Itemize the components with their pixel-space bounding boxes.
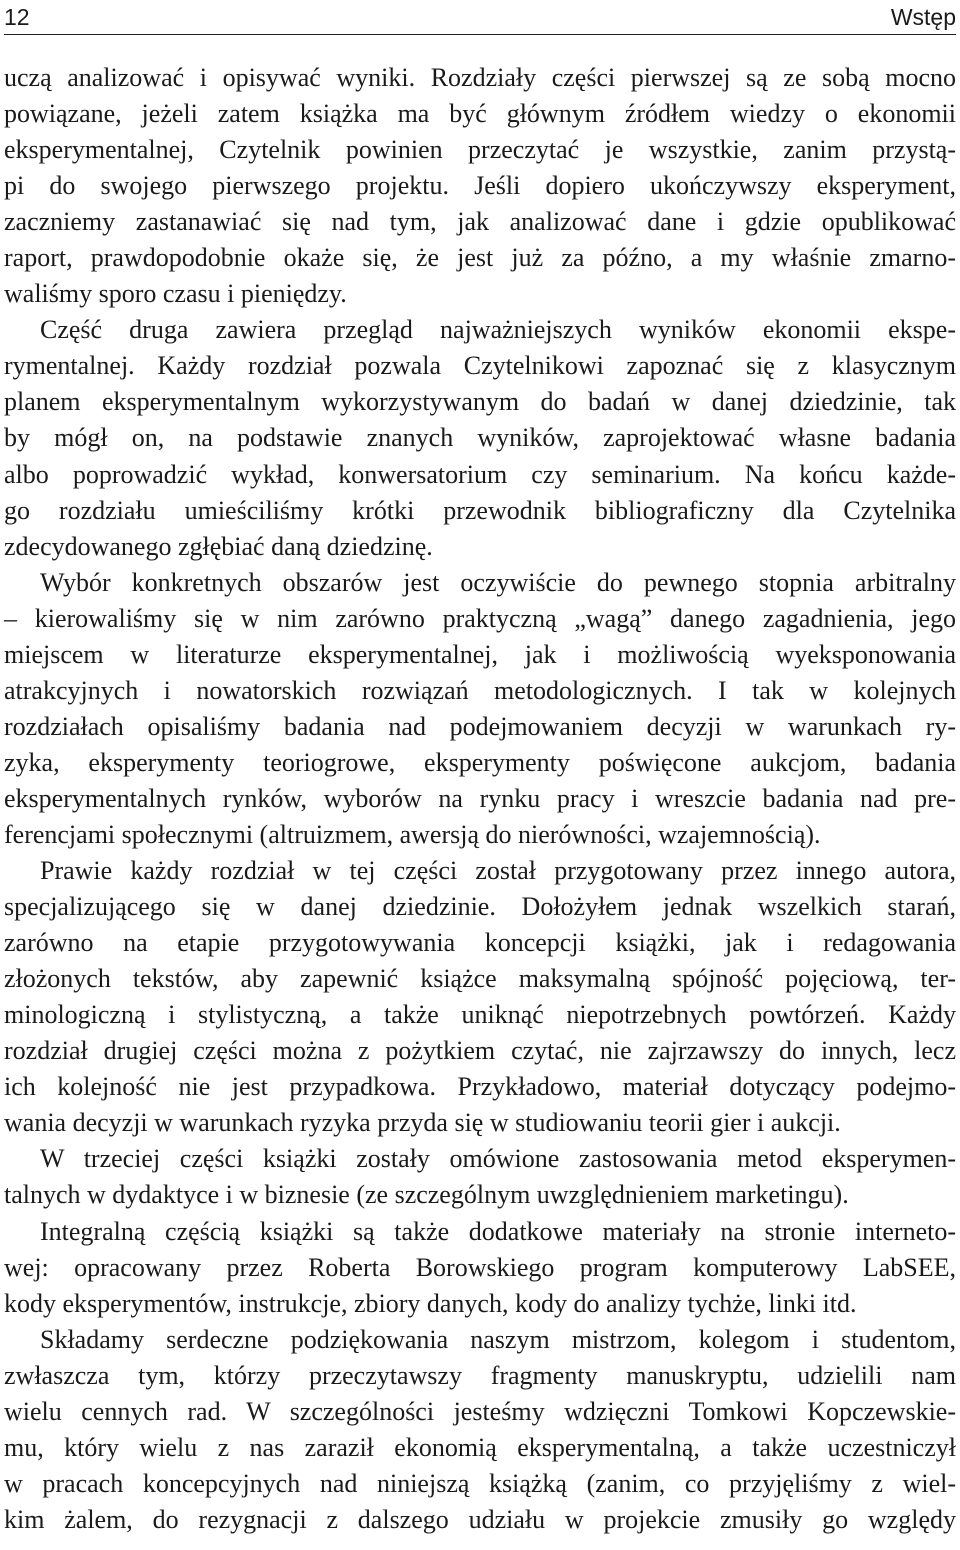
page-number: 12 <box>4 4 30 30</box>
text-line: rozdział drugiej części można z pożytkiem czytać, nie zajrzawszy do innych, lecz <box>4 1036 956 1066</box>
text-line: wej: opracowany przez Roberta Borowskiego program komputerowy LabSEE, <box>4 1252 956 1282</box>
text-line: zaczniemy zastanawiać się nad tym, jak analizować dane i gdzie opublikować <box>4 207 956 237</box>
text-line: – kierowaliśmy się w nim zarówno praktyczną „wagą” danego zagadnienia, jego <box>4 603 956 633</box>
paragraph <box>4 1141 956 1213</box>
text-line: powiązane, jeżeli zatem książka ma być głównym źródłem wiedzy o ekonomii <box>4 99 956 129</box>
paragraph <box>4 312 956 564</box>
text-line: atrakcyjnych i nowatorskich rozwiązań metodologicznych. I tak w kolejnych <box>4 675 956 705</box>
text-line: talnych w dydaktyce i w biznesie (ze szczególnym uwzględnieniem marketingu). <box>4 1180 849 1210</box>
text-line: ferencjami społecznymi (altruizmem, awersją do nierówności, wzajemnością). <box>4 819 821 849</box>
text-line: pi do swojego pierwszego projektu. Jeśli dopiero ukończywszy eksperyment, <box>4 171 956 201</box>
running-section-title: Wstęp <box>890 4 956 30</box>
text-line: Integralną częścią książki są także dodatkowe materiały na stronie interneto- <box>40 1216 956 1246</box>
text-line: miejscem w literaturze eksperymentalnej, jak i możliwością wyeksponowania <box>4 639 956 669</box>
text-line: wania decyzji w warunkach ryzyka przyda się w studiowaniu teorii gier i aukcji. <box>4 1108 841 1138</box>
text-line: zyka, eksperymenty teoriogrowe, eksperymenty poświęcone aukcjom, badania <box>4 747 956 777</box>
text-line: rozdziałach opisaliśmy badania nad podejmowaniem decyzji w warunkach ry- <box>4 711 956 741</box>
paragraph <box>4 565 956 853</box>
text-line: eksperymentalnych rynków, wyborów na rynku pracy i wreszcie badania nad pre- <box>4 783 956 813</box>
text-line: kim żalem, do rezygnacji z dalszego udziału w projekcie zmusiły go względy <box>4 1504 956 1534</box>
text-line: eksperymentalnej, Czytelnik powinien przeczytać je wszystkie, zanim przystą- <box>4 135 956 165</box>
paragraph <box>4 853 956 1141</box>
text-line: go rozdziału umieściliśmy krótki przewodnik bibliograficzny dla Czytelnika <box>4 495 956 525</box>
text-line: ich kolejność nie jest przypadkowa. Przykładowo, materiał dotyczący podejmo- <box>4 1072 956 1102</box>
text-line: kody eksperymentów, instrukcje, zbiory danych, kody do analizy tychże, linki itd. <box>4 1288 857 1318</box>
text-line: mu, który wielu z nas zaraził ekonomią eksperymentalną, a także uczestniczył <box>4 1432 956 1462</box>
text-line: zdecydowanego zgłębiać daną dziedzinę. <box>4 531 433 561</box>
paragraph <box>4 1322 956 1538</box>
text-line: uczą analizować i opisywać wyniki. Rozdziały części pierwszej są ze sobą mocno <box>4 63 956 92</box>
text-line: wielu cennych rad. W szczególności jesteśmy wdzięczni Tomkowi Kopczewskie- <box>4 1396 956 1426</box>
text-line: złożonych tekstów, aby zapewnić książce maksymalną spójność pojęciową, ter- <box>4 964 956 994</box>
text-line: Wybór konkretnych obszarów jest oczywiście do pewnego stopnia arbitralny <box>40 567 956 597</box>
text-line: planem eksperymentalnym wykorzystywanym do badań w danej dziedzinie, tak <box>4 387 956 417</box>
text-line: raport, prawdopodobnie okaże się, że jest już za późno, a my właśnie zmarno- <box>4 243 956 273</box>
text-line: Część druga zawiera przegląd najważniejszych wyników ekonomii ekspe- <box>40 315 956 345</box>
text-line: w pracach koncepcyjnych nad niniejszą książką (zanim, co przyjęliśmy z wiel- <box>4 1468 956 1498</box>
text-line: rymentalnej. Każdy rozdział pozwala Czytelnikowi zapoznać się z klasycznym <box>4 351 956 381</box>
text-line: zarówno na etapie przygotowywania koncepcji książki, jak i redagowania <box>4 928 956 958</box>
text-line: W trzeciej części książki zostały omówione zastosowania metod eksperymen- <box>40 1144 956 1174</box>
text-line: specjalizującego się w danej dziedzinie. Dołożyłem jednak wszelkich starań, <box>4 892 956 922</box>
paragraph <box>4 60 956 312</box>
text-line: by mógł on, na podstawie znanych wyników, zaprojektować własne badania <box>4 423 956 453</box>
text-line: waliśmy sporo czasu i pieniędzy. <box>4 279 347 309</box>
body-text <box>4 60 956 1538</box>
text-line: albo poprowadzić wykład, konwersatorium czy seminarium. Na końcu każde- <box>4 459 956 489</box>
paragraph <box>4 1214 956 1322</box>
text-line: Składamy serdeczne podziękowania naszym mistrzom, kolegom i studentom, <box>40 1324 956 1354</box>
text-line: minologiczną i stylistyczną, a także uniknąć niepotrzebnych powtórzeń. Każdy <box>4 1000 956 1030</box>
running-header <box>4 0 956 35</box>
text-line: Prawie każdy rozdział w tej części został przygotowany przez innego autora, <box>40 856 956 886</box>
text-line: zwłaszcza tym, którzy przeczytawszy fragmenty manuskryptu, udzielili nam <box>4 1360 956 1390</box>
